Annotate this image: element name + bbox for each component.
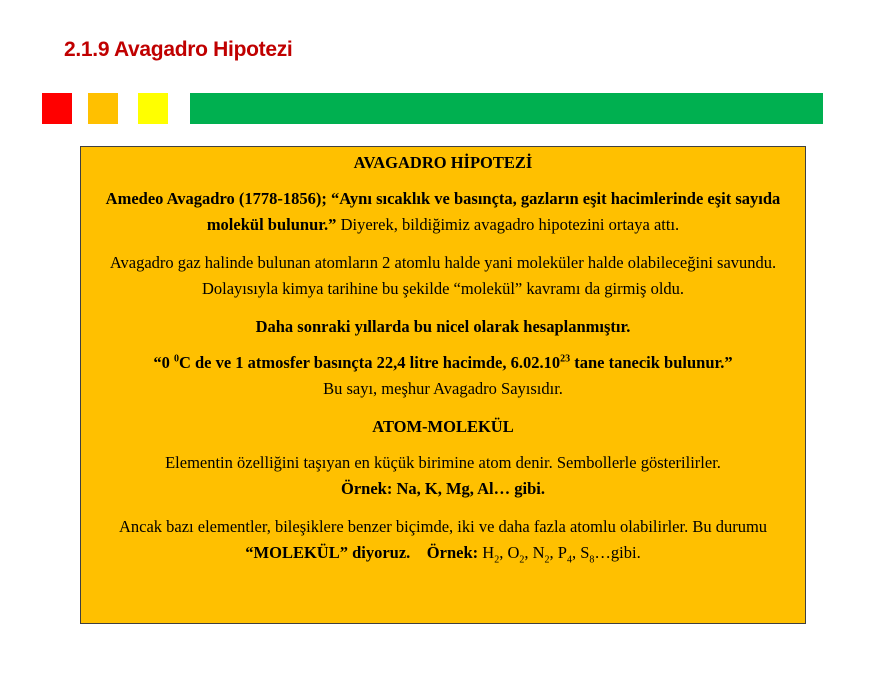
mol-s-sub: 8	[589, 554, 595, 566]
quote-part-b: C de ve 1 atmosfer basınçta 22,4 litre hacimde, 6.02.10	[178, 353, 561, 372]
avogadro-quote	[153, 353, 732, 372]
molecule-term: “MOLEKÜL” diyoruz.	[245, 543, 411, 562]
molecule-example-label: Örnek:	[426, 543, 479, 562]
mol-o: O	[507, 543, 520, 562]
content-panel	[80, 146, 806, 624]
atom-example: Örnek: Na, K, Mg, Al… gibi.	[341, 479, 545, 498]
quote-part-a: “0	[153, 353, 174, 372]
avogadro-number-note: Bu sayı, meşhur Avagadro Sayısıdır.	[323, 379, 563, 398]
yellow-square	[138, 93, 168, 124]
mol-n: N	[532, 543, 545, 562]
paragraph-hypothesis	[95, 186, 791, 238]
hypothesis-rest: Diyerek, bildiğimiz avagadro hipotezini ortaya attı.	[336, 215, 680, 234]
mol-end: …gibi.	[594, 543, 641, 562]
mol-s: S	[580, 543, 590, 562]
mol-p: P	[557, 543, 567, 562]
paragraph-molecule-concept: Avagadro gaz halinde bulunan atomların 2 atomlu halde yani moleküler halde olabileceğini savundu. Dolayısıyla kimya tarihine bu şekilde “molekül” kavramı da girmiş oldu.	[109, 253, 777, 298]
mol-h-sub: 2	[494, 554, 500, 566]
hypothesis-quote: Amedeo Avagadro (1778-1856); “Aynı sıcaklık ve basınçta, gazların eşit hacimlerinde eşit sayıda molekül bulunur.”	[105, 189, 781, 234]
mol-h: H	[482, 543, 495, 562]
mol-n-sub: 2	[544, 554, 550, 566]
heading-avagadro: AVAGADRO HİPOTEZİ	[353, 153, 533, 172]
mol-o-sub: 2	[519, 554, 525, 566]
green-bar	[190, 93, 823, 124]
paragraph-molecule	[95, 514, 791, 566]
molecule-examples: $H_2$, $O_2$, $N_2$, $P_4$, $S_8\dots gibi$.	[482, 543, 641, 566]
paragraph-avogadro-number	[95, 350, 791, 402]
slide-title: 2.1.9 Avagadro Hipotezi	[64, 38, 293, 61]
heading-atom-molecule: ATOM-MOLEKÜL	[372, 417, 514, 436]
exponent-sup: 23	[560, 353, 571, 365]
paragraph-calculated: Daha sonraki yıllarda bu nicel olarak hesaplanmıştır.	[255, 317, 631, 336]
mol-p-sub: 4	[566, 554, 572, 566]
atom-definition: Elementin özelliğini taşıyan en küçük birimine atom denir. Sembollerle gösterilirler.	[165, 453, 721, 472]
quote-part-c: tane tanecik bulunur.”	[570, 353, 733, 372]
orange-square	[88, 93, 118, 124]
paragraph-atom	[95, 450, 791, 502]
red-square	[42, 93, 72, 124]
molecule-intro: Ancak bazı elementler, bileşiklere benzer biçimde, iki ve daha fazla atomlu olabilirler. Bu durumu	[118, 517, 768, 536]
degree-sup: 0	[173, 353, 179, 365]
